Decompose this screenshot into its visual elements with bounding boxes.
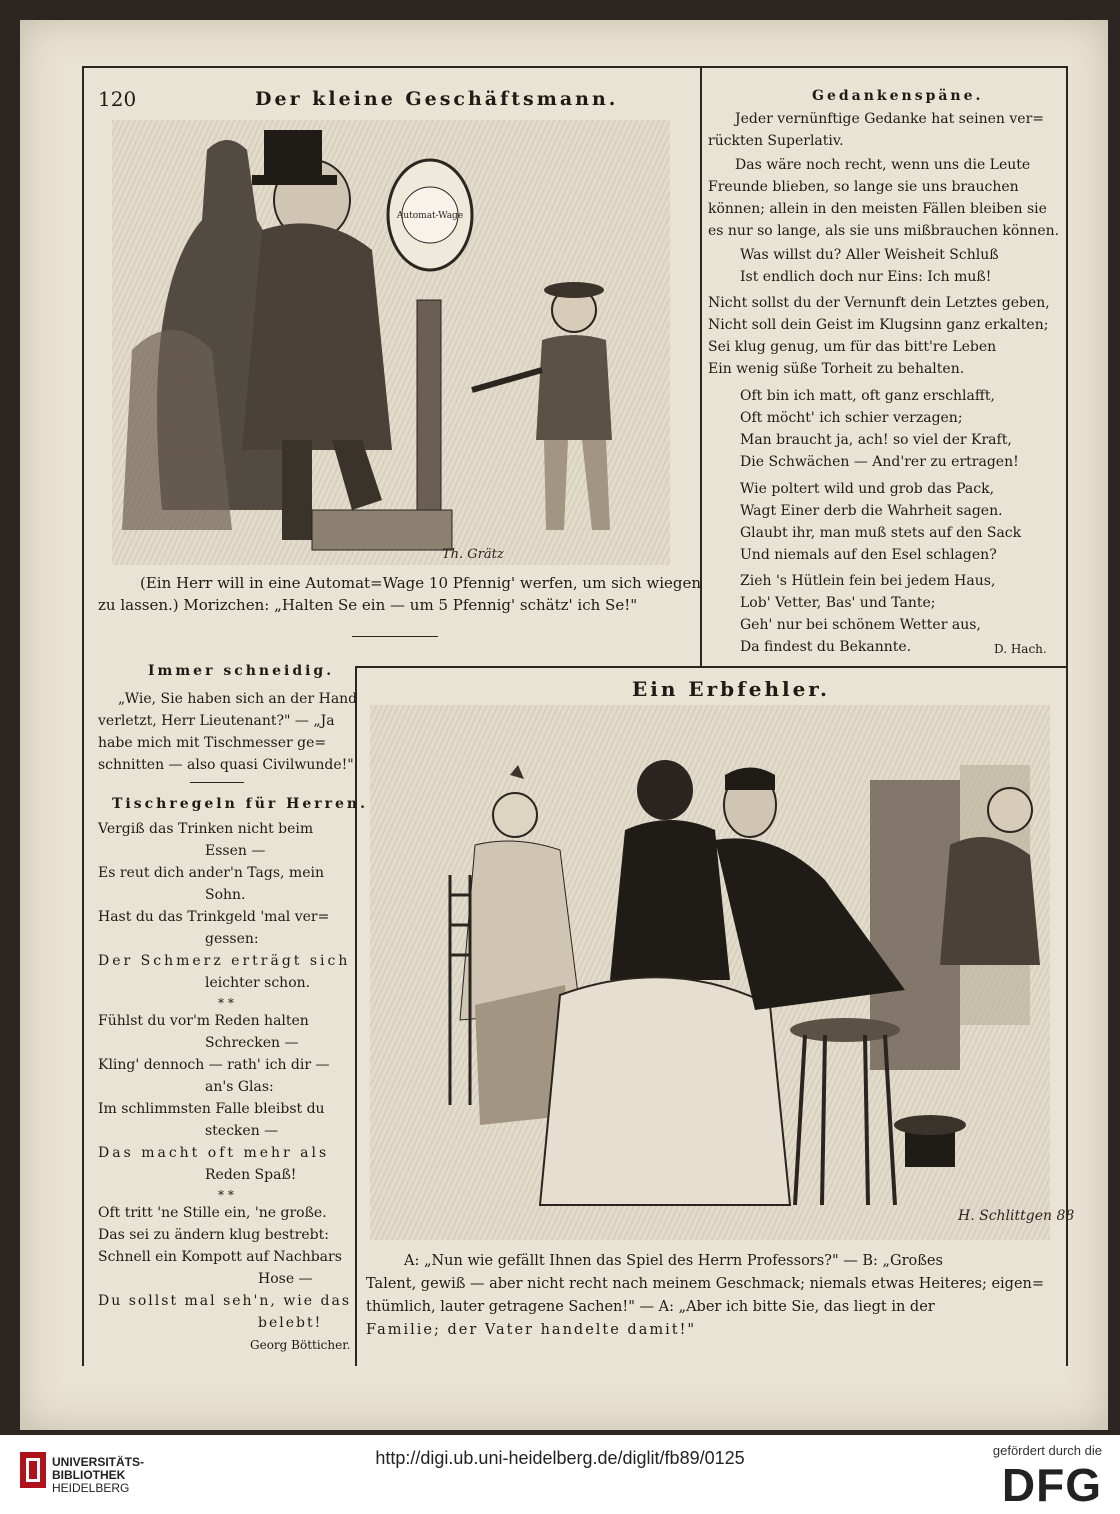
tischregeln-line: Reden Spaß! <box>205 1167 297 1183</box>
cartoon2-caption-line-4: Familie; der Vater handelte damit!" <box>366 1322 697 1338</box>
cartoon1-caption-line-2: zu lassen.) Morizchen: „Halten Se ein — um 5 Pfennig' schätz' ich Se!" <box>98 596 638 614</box>
gedanken-line: können; allein in den meisten Fällen bleiben sie <box>708 201 1047 217</box>
gedanken-line: Und niemals auf den Esel schlagen? <box>740 547 997 563</box>
tischregeln-line: Vergiß das Trinken nicht beim <box>98 821 314 837</box>
page-number: 120 <box>98 87 137 111</box>
tischregeln-line: Der Schmerz erträgt sich <box>98 953 351 969</box>
tischregeln-line: gessen: <box>205 931 259 947</box>
tischregeln-line: leichter schon. <box>205 975 311 991</box>
gedanken-line: Glaubt ihr, man muß stets auf den Sack <box>740 525 1022 541</box>
gedanken-author: D. Hach. <box>994 642 1047 656</box>
column-divider-bottom <box>355 666 357 1366</box>
schneidig-divider <box>190 782 244 783</box>
signature-schlittgen: H. Schlittgen 88 <box>958 1208 1075 1224</box>
tischregeln-line: belebt! <box>258 1315 323 1331</box>
library-line: UNIVERSITÄTS- <box>52 1455 145 1469</box>
tischregeln-line: stecken — <box>205 1123 279 1139</box>
gedanken-line: Wie poltert wild und grob das Pack, <box>740 481 995 497</box>
footer-bar <box>0 1435 1120 1514</box>
horizontal-divider <box>355 666 1068 668</box>
frame-top <box>82 66 1068 68</box>
gedanken-line: Zieh 's Hütlein fein bei jedem Haus, <box>740 573 996 589</box>
schneidig-line: „Wie, Sie haben sich an der Hand <box>118 691 358 707</box>
gedanken-line: Oft bin ich matt, oft ganz erschlafft, <box>740 388 995 404</box>
gedanken-line: Die Schwächen — And'rer zu ertragen! <box>740 454 1019 470</box>
gedanken-line: Nicht sollst du der Vernunft dein Letztes geben, <box>708 295 1050 311</box>
illustration-concert-cartoon <box>370 705 1075 1240</box>
library-line: BIBLIOTHEK <box>52 1468 126 1482</box>
tischregeln-line: Oft tritt 'ne Stille ein, 'ne große. <box>98 1205 327 1221</box>
gedanken-line: Nicht soll dein Geist im Klugsinn ganz erkalten; <box>708 317 1049 333</box>
gedanken-line: Jeder vernünftige Gedanke hat seinen ver= <box>735 111 1044 127</box>
cartoon1-title: Der kleine Geschäftsmann. <box>255 88 619 110</box>
illustration-scale-cartoon <box>112 120 670 565</box>
signature-graetz: Th. Grätz <box>442 547 504 562</box>
schneidig-line: habe mich mit Tischmesser ge= <box>98 735 327 751</box>
tischregeln-line: Hose — <box>258 1271 313 1287</box>
tischregeln-line: Kling' dennoch — rath' ich dir — <box>98 1057 330 1073</box>
gedanken-line: Sei klug genug, um für das bitt're Leben <box>708 339 997 355</box>
gedanken-line: es nur so lange, als sie uns mißbrauchen können. <box>708 223 1060 239</box>
gedanken-line: Man braucht ja, ach! so viel der Kraft, <box>740 432 1012 448</box>
cartoon2-title: Ein Erbfehler. <box>632 677 830 701</box>
cartoon1-caption-line-1: (Ein Herr will in eine Automat=Wage 10 Pfennig' werfen, um sich wiegen <box>140 574 702 592</box>
tischregeln-line: Du sollst mal seh'n, wie das <box>98 1293 352 1309</box>
frame-right <box>1066 66 1068 1366</box>
tischregeln-line: Fühlst du vor'm Reden halten <box>98 1013 309 1029</box>
gedanken-line: Ist endlich doch nur Eins: Ich muß! <box>740 269 992 285</box>
scale-cartoon-drawing <box>112 120 670 565</box>
tischregeln-line: Essen — <box>205 843 266 859</box>
gedanken-line: Freunde blieben, so lange sie uns brauchen <box>708 179 1019 195</box>
cartoon2-caption-line-2: Talent, gewiß — aber nicht recht nach meinem Geschmack; niemals etwas Heiteres; eigen= <box>366 1276 1045 1292</box>
gedanken-line: Das wäre noch recht, wenn uns die Leute <box>735 157 1031 173</box>
tischregeln-line: Sohn. <box>205 887 246 903</box>
library-line: HEIDELBERG <box>52 1481 130 1495</box>
schneidig-line: verletzt, Herr Lieutenant?" — „Ja <box>98 713 335 729</box>
gedanken-line: rückten Superlativ. <box>708 133 844 149</box>
tischregeln-line: Im schlimmsten Falle bleibst du <box>98 1101 325 1117</box>
source-url-link[interactable]: http://digi.ub.uni-heidelberg.de/diglit/fb89/0125 <box>375 1448 745 1468</box>
tischregeln-author: Georg Bötticher. <box>250 1338 351 1352</box>
gedanken-line: Oft möcht' ich schier verzagen; <box>740 410 963 426</box>
tischregeln-line: Hast du das Trinkgeld 'mal ver= <box>98 909 330 925</box>
tischregeln-stars: * * <box>218 1188 234 1202</box>
tischregeln-line: an's Glas: <box>205 1079 274 1095</box>
gedanken-title: Gedankenspäne. <box>812 88 984 104</box>
tischregeln-line: Das sei zu ändern klug bestrebt: <box>98 1227 329 1243</box>
caption-divider <box>352 636 438 637</box>
tischregeln-line: Das macht oft mehr als <box>98 1145 330 1161</box>
schneidig-line: schnitten — also quasi Civilwunde!" <box>98 757 354 773</box>
cartoon2-caption-line-3: thümlich, lauter getragene Sachen!" — A: „Aber ich bitte Sie, das liegt in der <box>366 1299 935 1315</box>
tischregeln-line: Es reut dich ander'n Tags, mein <box>98 865 324 881</box>
tischregeln-stars: * * <box>218 996 234 1010</box>
frame-left <box>82 66 84 1366</box>
gedanken-line: Geh' nur bei schönem Wetter aus, <box>740 617 981 633</box>
scale-label: Automat-Wage <box>396 211 464 221</box>
cartoon2-caption-line-1: A: „Nun wie gefällt Ihnen das Spiel des Herrn Professors?" — B: „Großes <box>404 1253 943 1269</box>
gedanken-line: Da findest du Bekannte. <box>740 639 912 655</box>
concert-cartoon-drawing <box>370 705 1075 1240</box>
tischregeln-title: Tischregeln für Herren. <box>112 796 368 812</box>
gedanken-line: Ein wenig süße Torheit zu behalten. <box>708 361 965 377</box>
dfg-logo: DFG <box>1001 1459 1102 1511</box>
gedanken-line: Lob' Vetter, Bas' und Tante; <box>740 595 936 611</box>
tischregeln-line: Schrecken — <box>205 1035 299 1051</box>
funded-by-label: gefördert durch die <box>992 1443 1102 1458</box>
gedanken-line: Was willst du? Aller Weisheit Schluß <box>740 247 999 263</box>
schneidig-title: Immer schneidig. <box>148 663 335 679</box>
gedanken-line: Wagt Einer derb die Wahrheit sagen. <box>740 503 1003 519</box>
tischregeln-line: Schnell ein Kompott auf Nachbars <box>98 1249 342 1265</box>
